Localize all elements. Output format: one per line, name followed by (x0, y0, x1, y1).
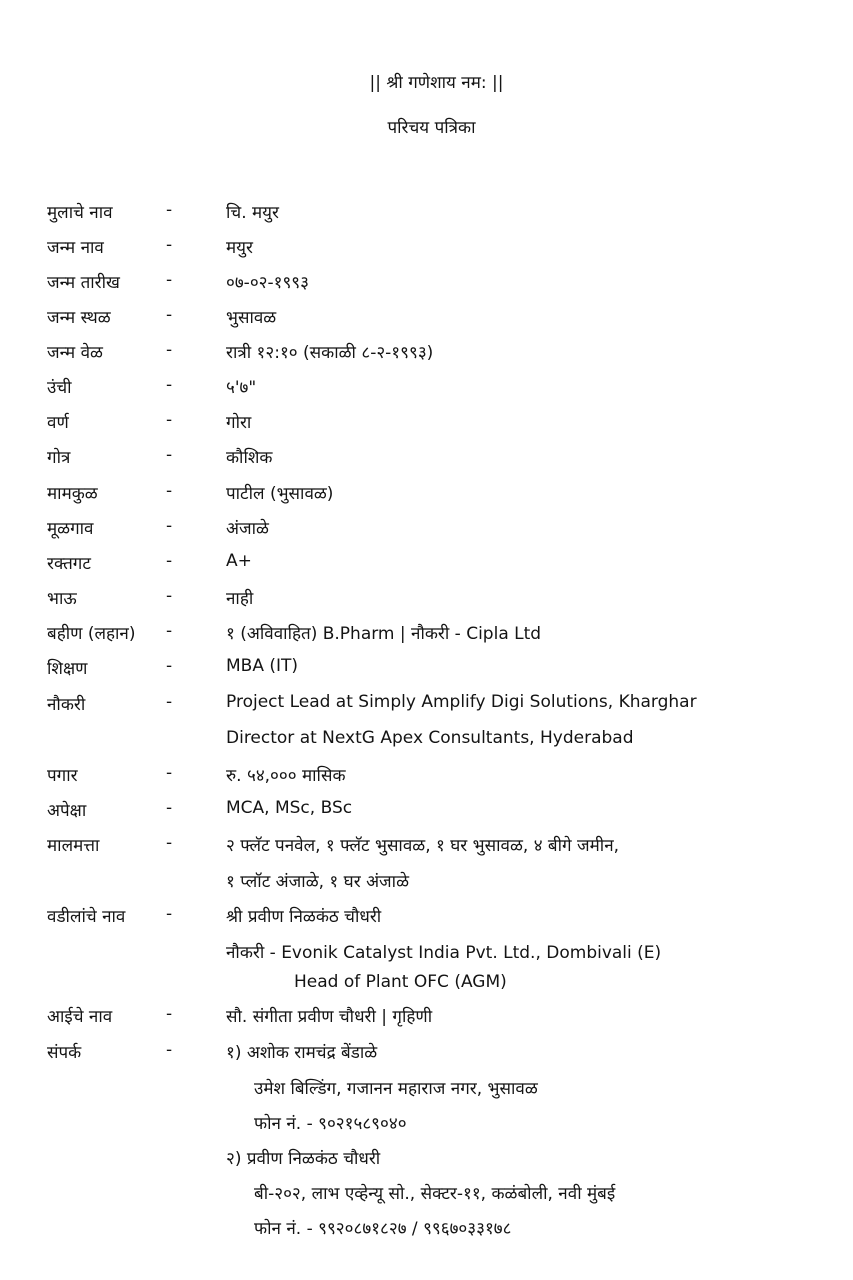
field-label: बहीण (लहान) (47, 624, 136, 644)
job-line-2: Director at NextG Apex Consultants, Hyderabad (226, 728, 634, 748)
field-label: वडीलांचे नाव (47, 907, 126, 927)
field-value: अंजाळे (226, 519, 269, 539)
field-row-maternal-family (0, 481, 853, 509)
field-row-height (0, 375, 853, 403)
field-value: १ (अविवाहित) B.Pharm | नौकरी - Cipla Ltd (226, 624, 542, 644)
field-label: मालमत्ता (47, 836, 100, 856)
contact2-phone: फोन नं. - ९९२०८७१८२७ / ९९६७०३३१७८ (254, 1219, 512, 1239)
field-label: उंची (47, 378, 72, 398)
field-row-mother-name (0, 1004, 853, 1032)
field-separator: - (166, 200, 173, 220)
field-label: गोत्र (47, 448, 71, 468)
field-separator: - (166, 481, 173, 501)
field-value: MBA (IT) (226, 656, 299, 676)
field-label: संपर्क (47, 1043, 82, 1063)
field-separator: - (166, 1040, 173, 1060)
field-separator: - (166, 692, 173, 712)
contact1-address: उमेश बिल्डिंग, गजानन महाराज नगर, भुसावळ (254, 1079, 538, 1099)
field-label: वर्ण (47, 413, 69, 433)
field-value: MCA, MSc, BSc (226, 798, 353, 818)
field-separator: - (166, 340, 173, 360)
field-separator: - (166, 763, 173, 783)
field-separator: - (166, 235, 173, 255)
field-row-blood-group (0, 551, 853, 579)
field-value: भुसावळ (226, 308, 277, 328)
field-value: ०७-०२-१९९३ (226, 273, 309, 293)
field-label: मूळगाव (47, 519, 94, 539)
field-row-birth-date (0, 270, 853, 298)
invocation-line: || श्री गणेशाय नम: || (369, 73, 504, 93)
field-label: जन्म तारीख (47, 273, 120, 293)
contact1-phone: फोन नं. - ९०२१५८९०४० (254, 1114, 407, 1134)
field-value: पाटील (भुसावळ) (226, 484, 334, 504)
field-separator: - (166, 270, 173, 290)
field-value: चि. मयुर (226, 203, 279, 223)
field-label: रक्तगट (47, 554, 91, 574)
field-value: कौशिक (226, 448, 273, 468)
property-line-2: १ प्लॉट अंजाळे, १ घर अंजाळे (226, 872, 409, 892)
field-separator: - (166, 445, 173, 465)
field-row-expectation (0, 798, 853, 826)
field-value: मयुर (226, 238, 253, 258)
field-row-brother (0, 586, 853, 614)
field-label: नौकरी (47, 695, 86, 715)
field-separator: - (166, 798, 173, 818)
field-label: अपेक्षा (47, 801, 87, 821)
field-row-education (0, 656, 853, 684)
field-value: नाही (226, 589, 254, 609)
field-value: गोरा (226, 413, 252, 433)
field-row-native-village (0, 516, 853, 544)
document-title: परिचय पत्रिका (387, 118, 476, 138)
field-row-boy-name (0, 200, 853, 228)
field-value: A+ (226, 551, 252, 571)
contact2-name: २) प्रवीण निळकंठ चौधरी (226, 1149, 381, 1169)
field-separator: - (166, 621, 173, 641)
field-label: जन्म नाव (47, 238, 104, 258)
field-label: पगार (47, 766, 78, 786)
contact2-address: बी-२०२, लाभ एव्हेन्यू सो., सेक्टर-११, कळंबोली, नवी मुंबई (254, 1184, 616, 1204)
field-label: शिक्षण (47, 659, 88, 679)
field-value: २ फ्लॅट पनवेल, १ फ्लॅट भुसावळ, १ घर भुसावळ, ४ बीगे जमीन, (226, 836, 620, 856)
field-separator: - (166, 410, 173, 430)
field-row-birth-name (0, 235, 853, 263)
field-row-property (0, 833, 853, 861)
field-row-sister (0, 621, 853, 649)
field-value: श्री प्रवीण निळकंठ चौधरी (226, 907, 382, 927)
field-label: आईचे नाव (47, 1007, 113, 1027)
field-value: रु. ५४,००० मासिक (226, 766, 346, 786)
field-row-gotra (0, 445, 853, 473)
field-row-complexion (0, 410, 853, 438)
field-value: ५'७" (226, 378, 257, 398)
field-separator: - (166, 586, 173, 606)
field-label: मुलाचे नाव (47, 203, 113, 223)
field-separator: - (166, 305, 173, 325)
field-label: मामकुळ (47, 484, 98, 504)
field-row-birth-time (0, 340, 853, 368)
field-row-birth-place (0, 305, 853, 333)
field-separator: - (166, 1004, 173, 1024)
field-value: Project Lead at Simply Amplify Digi Solutions, Kharghar (226, 692, 697, 712)
field-row-salary (0, 763, 853, 791)
field-value: सौ. संगीता प्रवीण चौधरी | गृहिणी (226, 1007, 433, 1027)
field-label: जन्म स्थळ (47, 308, 111, 328)
field-separator: - (166, 656, 173, 676)
field-row-contact (0, 1040, 853, 1068)
field-separator: - (166, 516, 173, 536)
father-post: Head of Plant OFC (AGM) (294, 972, 507, 992)
field-separator: - (166, 375, 173, 395)
field-row-job (0, 692, 853, 720)
field-label: जन्म वेळ (47, 343, 103, 363)
field-separator: - (166, 904, 173, 924)
field-separator: - (166, 551, 173, 571)
field-separator: - (166, 833, 173, 853)
field-label: भाऊ (47, 589, 77, 609)
field-value: रात्री १२:१० (सकाळी ८-२-१९९३) (226, 343, 434, 363)
father-job: नौकरी - Evonik Catalyst India Pvt. Ltd., Dombivali (E) (226, 943, 662, 963)
field-row-father-name (0, 904, 853, 932)
field-value: १) अशोक रामचंद्र बेंडाळे (226, 1043, 378, 1063)
